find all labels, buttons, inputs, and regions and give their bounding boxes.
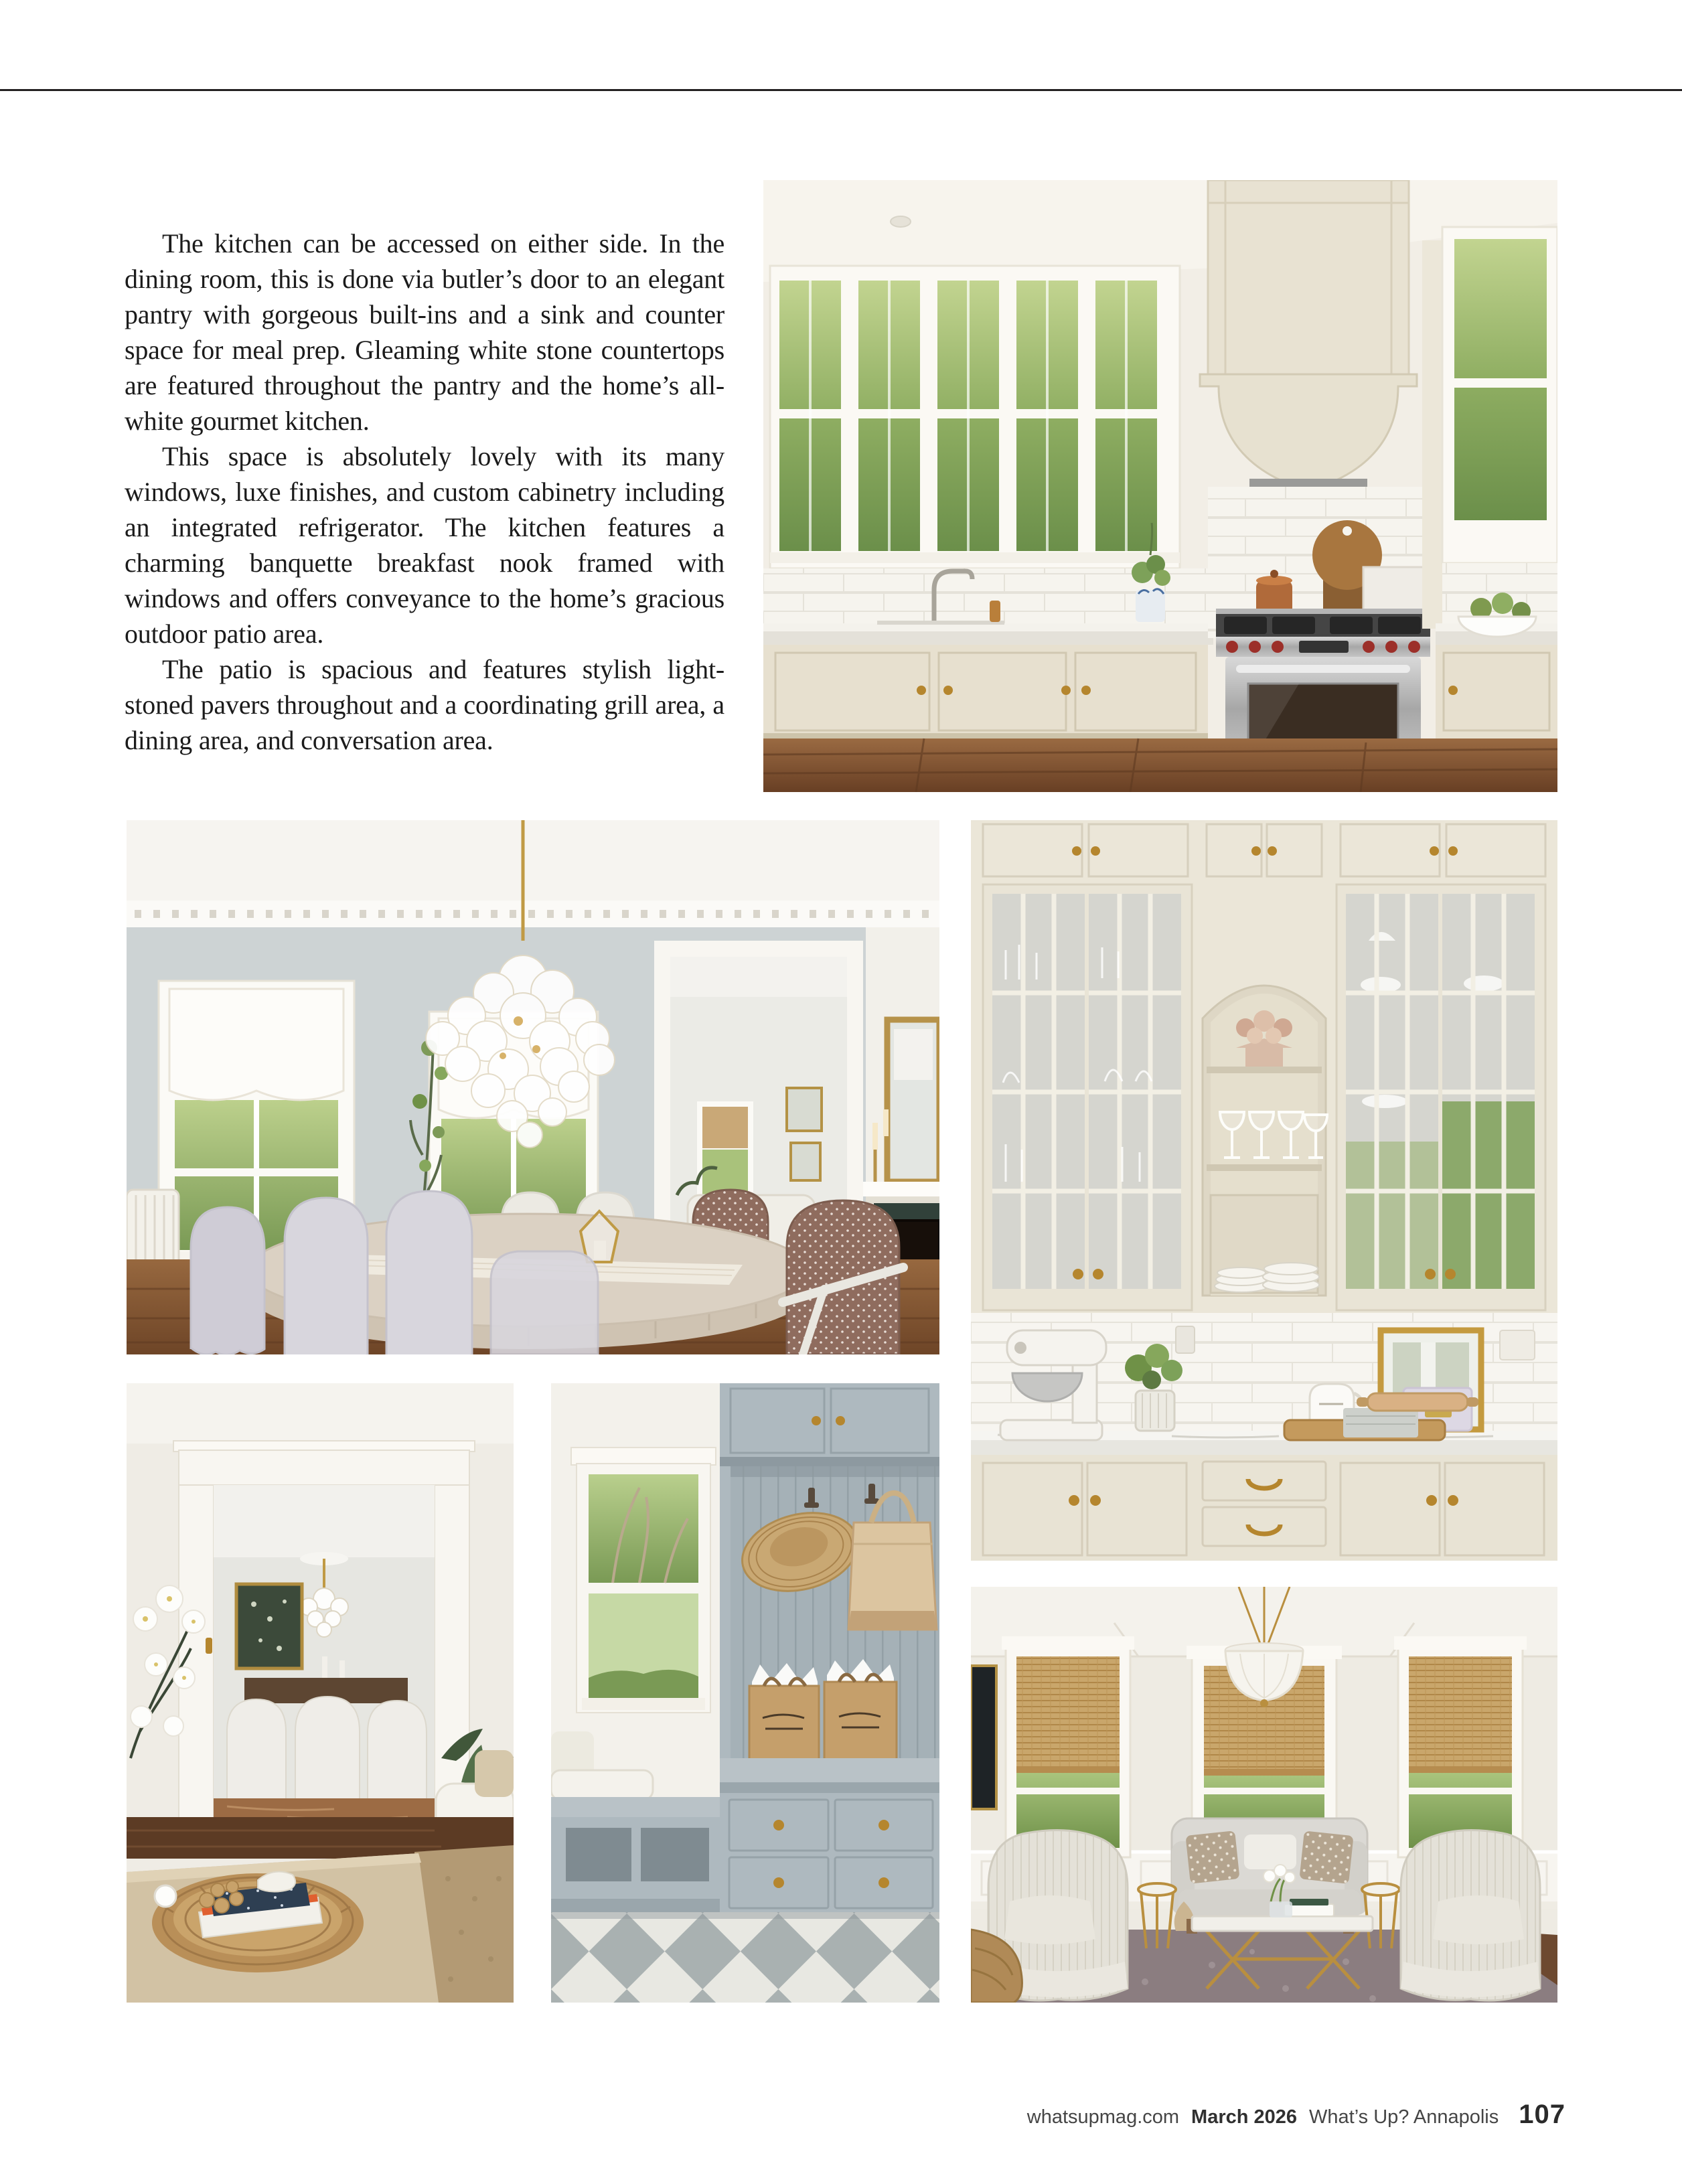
article-paragraph: This space is absolutely lovely with its many windows, luxe finishes, and custom cabinetry including an integrated refrigerator. The kitchen features a charming banquette breakfast nook framed with windows and offers conveyance to the home’s gracious outdoor patio area. — [125, 441, 724, 649]
dentil-molding — [135, 910, 929, 918]
coffee-table — [127, 1853, 439, 2003]
photo-butlers-pantry — [971, 820, 1557, 1561]
photo-mudroom — [551, 1383, 939, 2003]
article-paragraph: The kitchen can be accessed on either side. In the dining room, this is done via butler’s door to an elegant pantry with gorgeous built-ins and a sink and counter space for meal prep. Gleaming white stone countertops are featured throughout the pantry and the home’s all-white gourmet kitchen. — [125, 228, 724, 436]
dining-room-beyond — [214, 1485, 435, 1826]
armchair-right — [1401, 1830, 1540, 2001]
photo-living-room — [971, 1587, 1557, 2003]
stand-mixer — [1000, 1330, 1106, 1440]
top-rule — [0, 89, 1682, 91]
article-text — [125, 226, 724, 758]
checkerboard-floor — [551, 1912, 939, 2003]
range — [1216, 609, 1430, 761]
wall-art — [971, 1666, 996, 1809]
glass-cabinet-left — [983, 884, 1192, 1310]
footer-page-number: 107 — [1519, 2100, 1565, 2129]
mudroom-built-in — [720, 1383, 939, 1914]
photo-kitchen-range — [763, 180, 1557, 792]
footer-site: whatsupmag.com — [1026, 2106, 1180, 2128]
photo-dining-room — [127, 820, 939, 1354]
glass-cabinet-right — [1336, 884, 1545, 1310]
footer-publication: What’s Up? Annapolis — [1309, 2106, 1499, 2128]
photo-hallway — [127, 1383, 514, 2003]
arched-niche — [1203, 986, 1327, 1296]
kitchen-windows — [770, 266, 1180, 568]
right-window — [1442, 227, 1557, 563]
footer-issue-date: March 2026 — [1191, 2106, 1298, 2128]
page-footer — [1027, 2100, 1565, 2130]
mudroom-window — [571, 1448, 716, 1713]
article-paragraph: The patio is spacious and features stylish light-stoned pavers throughout and a coordinating grill area, a dining area, and conversation area. — [125, 654, 724, 755]
lower-cabinets — [971, 1455, 1557, 1561]
